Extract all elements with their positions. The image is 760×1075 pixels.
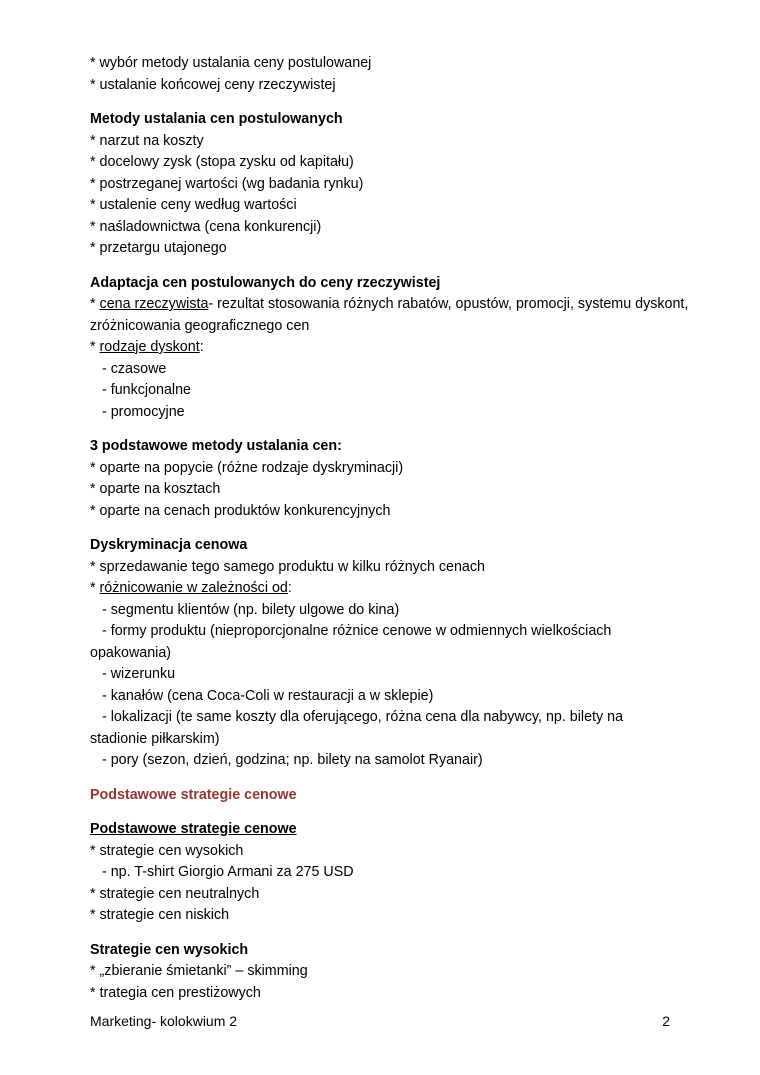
sub-list-item-continuation: stadionie piłkarskim)	[90, 730, 220, 747]
metody-heading: Metody ustalania cen postulowanych	[90, 111, 343, 127]
adaptacja-heading: Adaptacja cen postulowanych do ceny rzeczywistej	[90, 274, 441, 291]
list-item: * strategie cen niskich	[90, 907, 230, 923]
sub-list-item: - wizerunku	[102, 666, 176, 682]
list-item: * strategie cen wysokich	[90, 842, 244, 859]
bullet: *	[90, 296, 100, 312]
colon: :	[199, 339, 204, 355]
cena-rzeczywista-text: - rezultat stosowania różnych rabatów, opustów, promocji, systemu dyskont, zróżnicowania geograficznego cen	[90, 296, 689, 334]
list-item: * strategie cen neutralnych	[90, 885, 260, 902]
sub-list-item: - segmentu klientów (np. bilety ulgowe do kina)	[102, 601, 400, 618]
list-item: * docelowy zysk (stopa zysku od kapitału)	[90, 154, 354, 170]
sub-list-item: - promocyjne	[102, 403, 185, 420]
sub-list-item-continuation: opakowania)	[90, 644, 172, 661]
list-item: * postrzeganej wartości (wg badania rynku)	[90, 175, 364, 192]
list-item: * oparte na cenach produktów konkurencyjnych	[90, 502, 391, 519]
sub-list-item: - czasowe	[102, 360, 167, 377]
podstawowe-metody-heading: 3 podstawowe metody ustalania cen:	[90, 438, 342, 454]
page-footer	[90, 1013, 670, 1029]
roznicowanie-item	[90, 578, 690, 600]
list-item: * narzut na koszty	[90, 132, 204, 149]
page-number: 2	[662, 1013, 670, 1029]
cena-rzeczywista-term: cena rzeczywista	[99, 296, 209, 312]
document-page	[90, 53, 690, 1004]
strategie-heading: Podstawowe strategie cenowe	[90, 821, 297, 837]
list-item: * przetargu utajonego	[90, 240, 227, 256]
sub-list-item: - np. T-shirt Giorgio Armani za 275 USD	[102, 864, 354, 880]
sub-list-item: - pory (sezon, dzień, godzina; np. bilety na samolot Ryanair)	[102, 752, 483, 768]
dyskryminacja-heading: Dyskryminacja cenowa	[90, 537, 248, 553]
sub-list-item: - funkcjonalne	[102, 382, 192, 398]
bullet: *	[90, 339, 100, 355]
roznicowanie-term: różnicowanie w zależności od	[99, 580, 288, 596]
footer-title: Marketing- kolokwium 2	[90, 1013, 238, 1029]
sub-list-item: - formy produktu (nieproporcjonalne różnice cenowe w odmiennych wielkościach	[102, 623, 612, 639]
section-title: Podstawowe strategie cenowe	[90, 786, 297, 803]
list-item: * oparte na kosztach	[90, 481, 221, 497]
rodzaje-dyskont-term: rodzaje dyskont	[99, 339, 200, 355]
list-item: * „zbieranie śmietanki” – skimming	[90, 963, 308, 979]
intro-item: * ustalanie końcowej ceny rzeczywistej	[90, 76, 336, 93]
sub-list-item: - kanałów (cena Coca-Coli w restauracji a w sklepie)	[102, 687, 434, 704]
list-item: * oparte na popycie (różne rodzaje dyskryminacji)	[90, 459, 404, 476]
colon: :	[287, 580, 292, 596]
sub-list-item: - lokalizacji (te same koszty dla oferującego, różna cena dla nabywcy, np. bilety na	[102, 709, 624, 725]
intro-item: * wybór metody ustalania ceny postulowanej	[90, 55, 372, 71]
list-item: * ustalenie ceny według wartości	[90, 197, 297, 213]
list-item: * trategia cen prestiżowych	[90, 984, 261, 1001]
list-item: * sprzedawanie tego samego produktu w kilku różnych cenach	[90, 558, 485, 575]
list-item: * naśladownictwa (cena konkurencji)	[90, 218, 322, 235]
cena-rzeczywista-item	[90, 294, 690, 337]
bullet: *	[90, 580, 100, 596]
wysokie-heading: Strategie cen wysokich	[90, 941, 249, 958]
rodzaje-dyskont-item	[90, 337, 690, 359]
